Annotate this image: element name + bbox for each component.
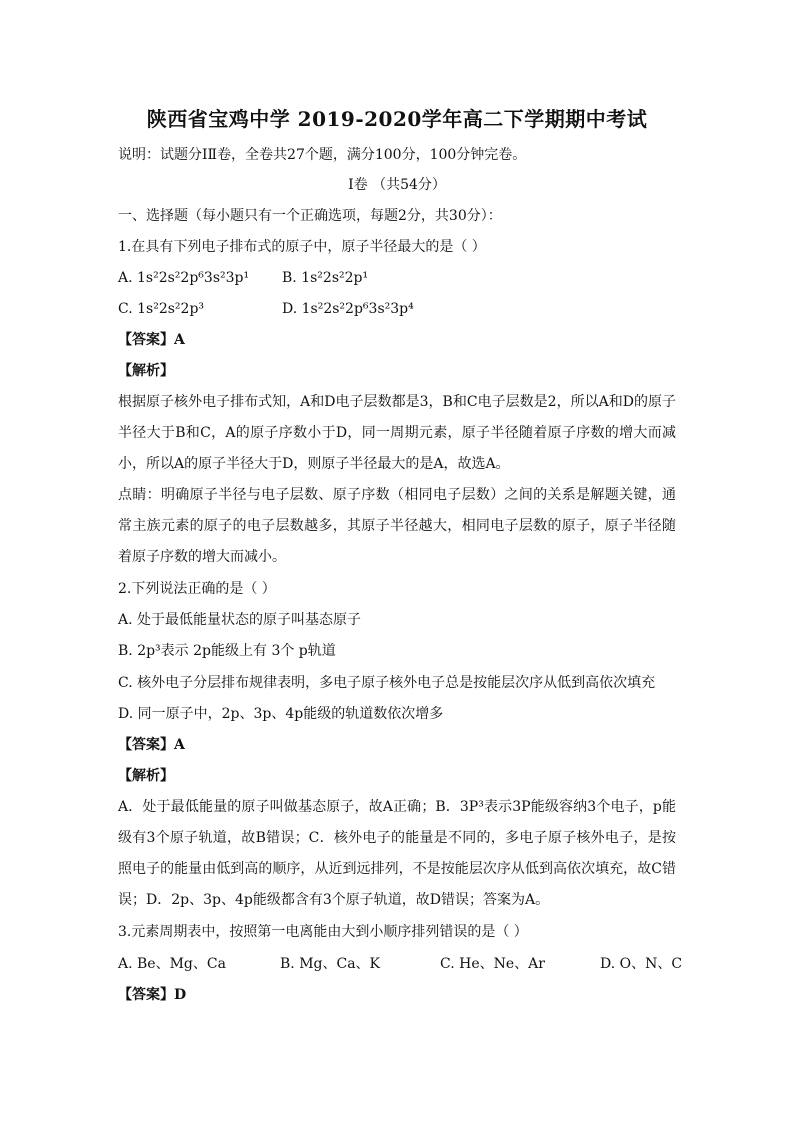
q1-stem: 1.在具有下列电子排布式的原子中，原子半径最大的是（ ） [118, 239, 486, 255]
q2-option-b: B. 2p³表示 2p能级上有 3个 p轨道 [118, 643, 336, 659]
q2-answer: 【答案】A [118, 737, 185, 753]
q3-option-c: C. He、Ne、Ar [440, 956, 545, 972]
section-header: Ⅰ卷 （共54分） [348, 177, 446, 193]
part-header: 一、选择题（每小题只有一个正确选项，每题2分，共30分）： [118, 208, 502, 224]
q1-option-b-text: 1s²2s²2p¹ [301, 270, 369, 286]
q1-option-c [118, 299, 204, 319]
q1-option-b [282, 268, 368, 288]
q1-analysis: 根据原子核外电子排布式知，A和D电子层数都是3，B和C电子层数是2，所以A和D的原子半径大于B和C，A的原子序数小于D，同一周期元素，原子半径随着原子序数的增大而减小，所以A的原子半径大于D，则原子半径最大的是A，故选A。 [118, 394, 676, 472]
q1-option-d-text: 1s²2s²2p⁶3s²3p⁴ [301, 301, 414, 317]
q1-note: 点睛：明确原子半径与电子层数、原子序数（相同电子层数）之间的关系是解题关键，通常主族元素的原子的电子层数越多，其原子半径越大，相同电子层数的原子，原子半径随着原子序数的增大而减小。 [118, 487, 676, 565]
q1-analysis-label: 【解析】 [118, 363, 174, 379]
q1-option-d-prefix: D. [282, 301, 302, 317]
q1-option-d [282, 299, 414, 319]
q1-option-c-prefix: C. [118, 301, 138, 317]
q1-option-a-text: 1s²2s²2p⁶3s²3p¹ [137, 270, 250, 286]
q2-option-d: D. 同一原子中，2p、3p、4p能级的轨道数依次增多 [118, 706, 444, 722]
exam-title: 陕西省宝鸡中学 2019-2020学年高二下学期期中考试 [146, 107, 648, 131]
q2-analysis-label: 【解析】 [118, 768, 174, 784]
q2-option-c: C. 核外电子分层排布规律表明，多电子原子核外电子总是按能层次序从低到高依次填充 [118, 675, 656, 691]
q1-option-a-prefix: A. [118, 270, 138, 286]
q2-analysis: A．处于最低能量的原子叫做基态原子，故A正确；B．3P³表示3P能级容纳3个电子，p能级有3个原子轨道，故B错误；C．核外电子的能量是不同的，多电子原子核外电子，是按照电子的能量由低到高的顺序，从近到远排列，不是按能层次序从低到高依次填充，故C错误；D．2p、3p、4p能级都含有3个原子轨道，故D错误；答案为A。 [118, 799, 676, 908]
q3-option-d: D. O、N、C [600, 956, 683, 972]
q2-option-a: A. 处于最低能量状态的原子叫基态原子 [118, 612, 362, 628]
q2-stem: 2.下列说法正确的是（ ） [118, 581, 276, 597]
q1-option-b-prefix: B. [282, 270, 302, 286]
instructions: 说明：试题分ⅠⅡ卷，全卷共27个题，满分100分，100分钟完卷。 [118, 147, 527, 163]
q1-answer: 【答案】A [118, 332, 185, 348]
q3-answer: 【答案】D [118, 987, 187, 1003]
q3-option-a: A. Be、Mg、Ca [118, 956, 226, 972]
q3-stem: 3.元素周期表中，按照第一电离能由大到小顺序排列错误的是（ ） [118, 924, 528, 940]
q1-option-a [118, 268, 249, 288]
q1-option-c-text: 1s²2s²2p³ [137, 301, 205, 317]
q3-option-b: B. Mg、Ca、K [280, 956, 381, 972]
